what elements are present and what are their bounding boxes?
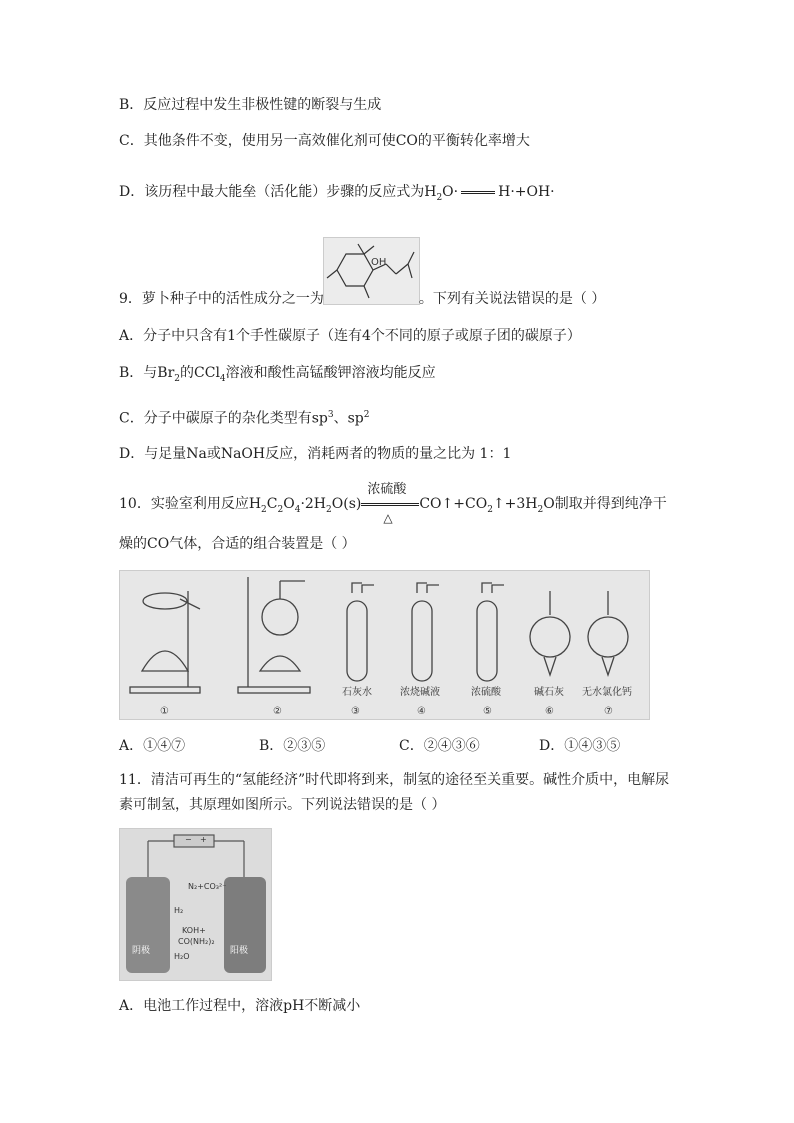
question-10-stem — [119, 482, 667, 525]
label-cacl2: 无水氯化钙 — [582, 687, 632, 698]
condition-top: 浓硫酸 — [367, 482, 407, 497]
q9-option-a: A．分子中只含有1个手性碳原子（连有4个不同的原子或原子团的碳原子） — [119, 328, 581, 344]
apparatus-num-2: ② — [273, 706, 282, 717]
sup: 2 — [363, 410, 370, 420]
q10-option-c: C．②④③⑥ — [399, 738, 480, 754]
q10-s: O(s) — [331, 496, 362, 512]
cathode-rod — [126, 877, 170, 973]
sub: 2 — [174, 373, 181, 384]
q10-post1: CO↑+CO — [419, 496, 488, 512]
q9-b-mid: 的CCl — [180, 365, 220, 381]
label-limewater: 石灰水 — [342, 687, 372, 698]
q9-c-pre: C．分子中碳原子的杂化类型有sp — [119, 410, 328, 427]
q10-o: O — [283, 496, 295, 512]
battery-minus: − — [185, 835, 192, 844]
electrolysis-drawing — [120, 829, 271, 980]
q10-c: C — [266, 496, 278, 512]
q10-post3: O制取并得到纯净干 — [543, 496, 667, 512]
q9-c-mid: 、sp — [333, 410, 364, 427]
apparatus-num-3: ③ — [351, 706, 360, 717]
q8-option-b: B．反应过程中发生非极性键的断裂与生成 — [119, 97, 382, 113]
condition-bottom: △ — [383, 511, 393, 525]
q11-option-a: A．电池工作过程中，溶液pH不断减小 — [119, 998, 361, 1014]
q8-d-mid: O· — [442, 184, 459, 200]
sup: 3 — [327, 410, 334, 420]
q9-b-post: 溶液和酸性高锰酸钾溶液均能反应 — [225, 365, 436, 381]
question-11-line1: 11．清洁可再生的“氢能经济”时代即将到来，制氢的途径至关重要。碱性介质中，电解尿 — [119, 772, 670, 788]
q9-b-pre: B．与Br — [119, 365, 175, 381]
reaction-condition — [361, 482, 419, 525]
q10-post2: ↑+3H — [492, 496, 538, 512]
label-h2so4: 浓硫酸 — [471, 687, 501, 698]
q8-d-post: H·+OH· — [498, 184, 555, 200]
label-naoh: 浓烧碱液 — [400, 687, 440, 698]
molecule-oh-label: OH — [371, 257, 387, 268]
question-11-line2: 素可制氢，其原理如图所示。下列说法错误的是（ ） — [119, 797, 446, 813]
q8-d-text: D．该历程中最大能垒（活化能）步骤的反应式为H — [119, 184, 437, 200]
sub: 4 — [219, 373, 226, 384]
q8-option-d — [119, 182, 555, 208]
apparatus-figure — [119, 570, 650, 720]
electrolyte-label-1: KOH+ — [182, 926, 206, 935]
q8-option-c: C．其他条件不变，使用另一高效催化剂可使CO的平衡转化率增大 — [119, 133, 530, 149]
apparatus-num-6: ⑥ — [545, 706, 554, 717]
q10-option-a: A．①④⑦ — [119, 738, 186, 754]
apparatus-num-7: ⑦ — [604, 706, 613, 717]
sub: 2 — [436, 192, 443, 203]
electrolysis-cell-figure — [119, 828, 272, 981]
q9-option-d: D．与足量Na或NaOH反应，消耗两者的物质的量之比为 1：1 — [119, 446, 512, 462]
apparatus-drawing — [120, 571, 649, 719]
apparatus-num-1: ① — [160, 706, 169, 717]
anode-rod — [224, 877, 266, 973]
products-label: N₂+CO₃²⁻ — [188, 882, 227, 891]
q9-option-c — [119, 405, 369, 429]
battery-plus: + — [200, 835, 207, 844]
sub: 2 — [261, 504, 267, 515]
q10-option-d: D．①④③⑤ — [539, 738, 621, 754]
sub: 2 — [326, 504, 332, 515]
q9-option-b — [119, 363, 436, 389]
cathode-label: 阴极 — [132, 946, 151, 956]
sub: 2 — [487, 504, 493, 515]
q10-2h2o: ·2H — [300, 496, 327, 512]
apparatus-num-4: ④ — [417, 706, 426, 717]
equals-arrow — [461, 191, 495, 194]
sub: 2 — [277, 504, 284, 515]
q10-option-b: B．②③⑤ — [259, 738, 326, 754]
apparatus-num-5: ⑤ — [483, 706, 492, 717]
sub: 2 — [537, 504, 544, 515]
electrolyte-label-2: CO(NH₂)₂ — [178, 937, 215, 946]
q9-text-post: 。下列有关说法错误的是（ ） — [418, 291, 606, 307]
q10-pre: 10．实验室利用反应H — [119, 496, 262, 512]
condition-line — [361, 503, 419, 506]
q9-text: 9．萝卜种子中的活性成分之一为 — [119, 291, 324, 307]
label-sodalime: 碱石灰 — [534, 687, 564, 698]
question-10-line2: 燥的CO气体，合适的组合装置是（ ） — [119, 536, 356, 552]
h2o-label: H₂O — [174, 952, 190, 961]
question-9-stem — [119, 289, 605, 309]
anode-label: 阳极 — [230, 946, 249, 956]
sub: 4 — [294, 504, 301, 515]
h2-label: H₂ — [174, 906, 184, 915]
